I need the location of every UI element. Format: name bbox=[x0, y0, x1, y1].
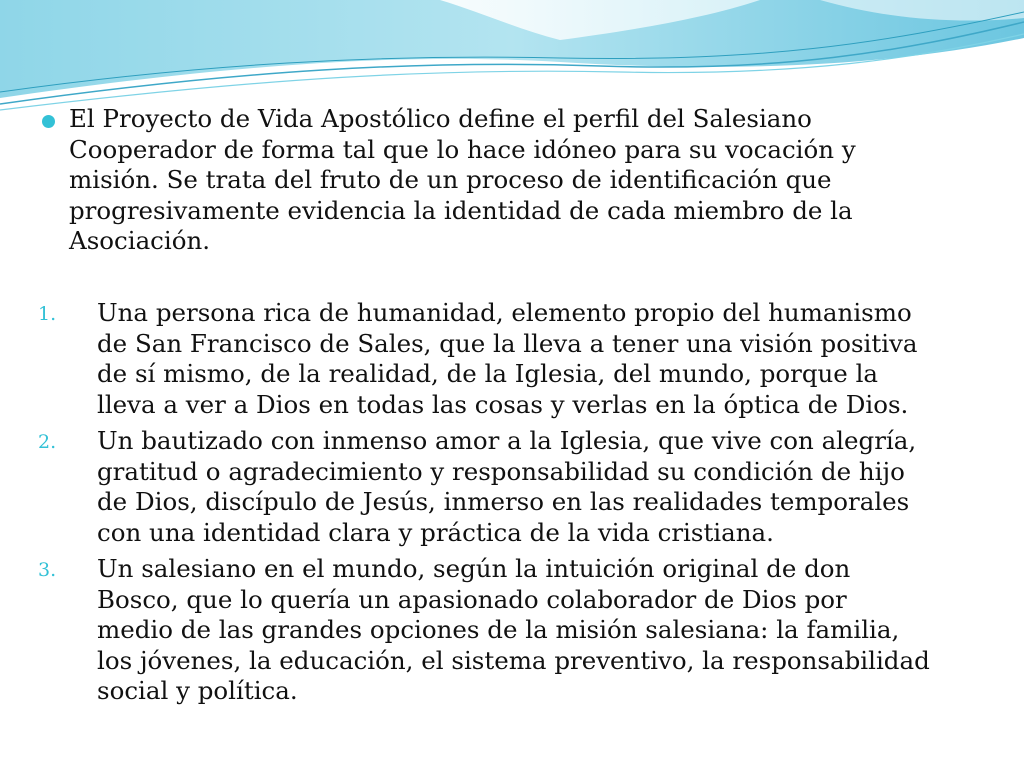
list-item-text: Un salesiano en el mundo, según la intuición original de don Bosco, que lo quería un apasionado colaborador de Dios por medio de las grandes opciones de la misión salesiana: la familia, los jóvenes, la educación, el sistema preventivo, la responsabilidad social y política. bbox=[97, 554, 930, 705]
list-item-text: Una persona rica de humanidad, elemento propio del humanismo de San Francisco de Sales, que la lleva a tener una visión positiva de sí mismo, de la realidad, de la Iglesia, del mundo, porque la lleva a ver a Dios en todas las cosas y verlas en la óptica de Dios. bbox=[97, 298, 918, 419]
list-item bbox=[38, 426, 998, 548]
bullet-dot-icon bbox=[42, 115, 55, 128]
list-item-number: 3. bbox=[38, 559, 57, 581]
list-item bbox=[38, 298, 998, 420]
list-item bbox=[38, 554, 998, 707]
bullet-paragraph-text: El Proyecto de Vida Apostólico define el perfil del Salesiano Cooperador de forma tal que lo hace idóneo para su vocación y misión. Se trata del fruto de un proceso de identificación que progresivamente evidencia la identidad de cada miembro de la Asociación. bbox=[69, 104, 856, 255]
numbered-list bbox=[38, 298, 998, 713]
list-item-text: Un bautizado con inmenso amor a la Iglesia, que vive con alegría, gratitud o agradecimiento y responsabilidad su condición de hijo de Dios, discípulo de Jesús, inmerso en las realidades temporales con una identidad clara y práctica de la vida cristiana. bbox=[97, 426, 917, 547]
list-item-number: 1. bbox=[38, 303, 57, 325]
list-item-number: 2. bbox=[38, 431, 57, 453]
